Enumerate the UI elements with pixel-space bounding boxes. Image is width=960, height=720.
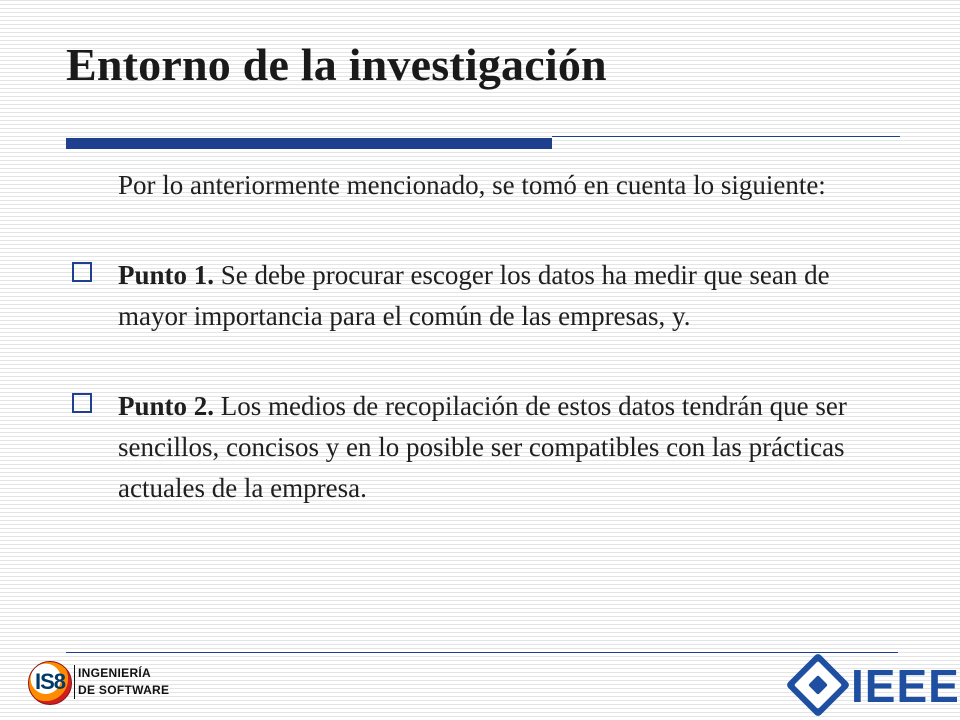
is8-logo (28, 661, 188, 707)
ieee-logo (791, 656, 960, 716)
bullet-item-1 (118, 255, 878, 337)
hollow-square-bullet-icon (72, 262, 92, 282)
is8-logo-line1: INGENIERÍA (78, 666, 152, 680)
bullet-text: Los medios de recopilación de estos datos tendrán que ser sencillos, concisos y en lo posible ser compatibles con las prácticas actuales de la empresa. (118, 391, 847, 503)
bullet-text: Se debe procurar escoger los datos ha medir que sean de mayor importancia para el común de las empresas, y. (118, 260, 830, 331)
ieee-diamond-icon (785, 652, 850, 717)
ieee-logo-text: IEEE (851, 660, 960, 712)
bullet-item-2 (118, 386, 878, 509)
is8-logo-line2: DE SOFTWARE (78, 683, 170, 697)
intro-paragraph: Por lo anteriormente mencionado, se tomó en cuenta lo siguiente: (118, 170, 826, 200)
is8-logo-text (74, 665, 169, 699)
slide-content (118, 165, 878, 509)
hollow-square-bullet-icon (72, 393, 92, 413)
is8-logo-icon (28, 661, 72, 705)
title-rule (552, 136, 900, 137)
footer-rule (66, 652, 898, 653)
bullet-title: Punto 2. (118, 391, 215, 421)
slide-title: Entorno de la investigación (66, 39, 607, 90)
is8-logo-mark: IS8 (34, 669, 66, 694)
bullet-title: Punto 1. (118, 260, 215, 290)
title-accent-bar (66, 138, 552, 149)
